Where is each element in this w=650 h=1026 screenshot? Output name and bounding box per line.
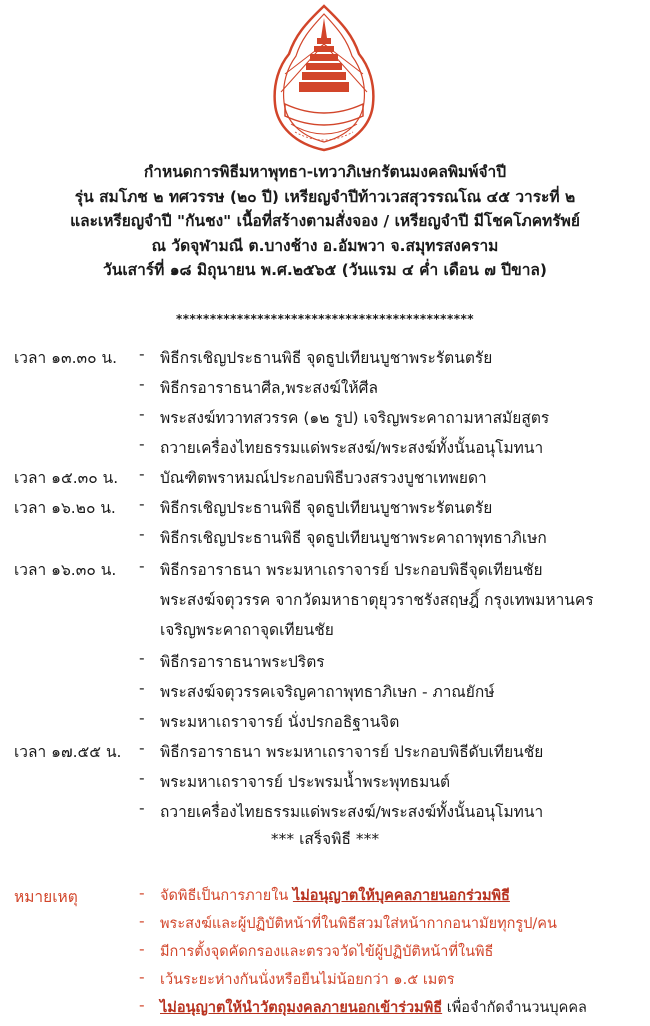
schedule-time: เวลา ๑๕.๓๐ น.: [14, 469, 119, 487]
schedule-row: [0, 435, 650, 465]
bullet-dash: -: [139, 799, 145, 817]
schedule-text: ถวายเครื่องไทยธรรมแด่พระสงฆ์/พระสงฆ์ทั้งนั้นอนุโมทนา: [160, 439, 544, 457]
bullet-dash: -: [139, 940, 145, 958]
schedule-time: เวลา ๑๓.๓๐ น.: [14, 349, 117, 367]
schedule-row: [0, 495, 650, 525]
header-line-5: วันเสาร์ที่ ๑๘ มิถุนายน พ.ศ.๒๕๖๕ (วันแรม ๔ ค่ำ เดือน ๗ ปีขาล): [103, 261, 547, 279]
temple-seal-logo: [265, 4, 383, 154]
bullet-dash: -: [139, 739, 145, 757]
bullet-dash: -: [139, 435, 145, 453]
schedule-text: พิธีกรเชิญประธานพิธี จุดธูปเทียนบูชาพระรัตนตรัย: [160, 499, 493, 517]
schedule-row: [0, 617, 650, 647]
schedule-time: เวลา ๑๗.๕๕ น.: [14, 743, 122, 761]
note-emphasis: ไม่อนุญาตให้บุคคลภายนอกร่วมพิธี: [292, 888, 510, 904]
schedule-text: พิธีกรเชิญประธานพิธี จุดธูปเทียนบูชาพระคาถาพุทธาภิเษก: [160, 529, 547, 547]
bullet-dash: -: [139, 405, 145, 423]
bullet-dash: -: [139, 679, 145, 697]
schedule-row: [0, 587, 650, 617]
bullet-dash: -: [139, 375, 145, 393]
note-emphasis: ไม่อนุญาตให้นำวัตถุมงคลภายนอกเข้าร่วมพิธี: [160, 1000, 443, 1016]
schedule-text: พระสงฆ์จตุวรรคเจริญคาถาพุทธาภิเษก - ภาณยักษ์: [160, 683, 495, 701]
bullet-dash: -: [139, 649, 145, 667]
schedule-row: [0, 465, 650, 495]
bullet-dash: -: [139, 345, 145, 363]
schedule-text: พิธีกรอาราธนา พระมหาเถราจารย์ ประกอบพิธีจุดเทียนชัย: [160, 561, 543, 579]
schedule-row: [0, 375, 650, 405]
note-text: เว้นระยะห่างกันนั่งหรือยืนไม่น้อยกว่า ๑.๕ เมตร: [160, 972, 455, 988]
note-row: [0, 940, 650, 970]
schedule-row: [0, 679, 650, 709]
schedule-text: พิธีกรอาราธนา พระมหาเถราจารย์ ประกอบพิธีดับเทียนชัย: [160, 743, 544, 761]
bullet-dash: -: [139, 996, 145, 1014]
schedule-row: [0, 405, 650, 435]
closing-text: *** เสร็จพิธี ***: [270, 830, 380, 848]
schedule-row: [0, 799, 650, 829]
bullet-dash: -: [139, 912, 145, 930]
note-text: [160, 996, 587, 1019]
schedule-time: เวลา ๑๖.๒๐ น.: [14, 499, 116, 517]
header-line-1: กำหนดการพิธีมหาพุทธา-เทวาภิเษกรัตนมงคลพิมพ์จำปี: [143, 163, 507, 181]
note-text: พระสงฆ์และผู้ปฏิบัติหน้าที่ในพิธีสวมใส่หน้ากากอนามัยทุกรูป/คน: [160, 916, 557, 932]
bullet-dash: -: [139, 525, 145, 543]
note-row: [0, 912, 650, 942]
note-row: [0, 996, 650, 1026]
schedule-time: เวลา ๑๖.๓๐ น.: [14, 561, 117, 579]
schedule-row: [0, 649, 650, 679]
schedule-text: พระสงฆ์จตุวรรค จากวัดมหาธาตุยุวราชรังสฤษฎิ์ กรุงเทพมหานคร: [160, 591, 594, 609]
bullet-dash: -: [139, 884, 145, 902]
header-line-2: รุ่น สมโภช ๒ ทศวรรษ (๒๐ ปี) เหรียญจำปีท้าวเวสสุวรรณโณ ๔๕ วาระที่ ๒: [74, 187, 576, 206]
bullet-dash: -: [139, 465, 145, 483]
schedule-row: [0, 525, 650, 555]
schedule-text: เจริญพระคาถาจุดเทียนชัย: [160, 621, 334, 639]
bullet-dash: -: [139, 968, 145, 986]
document-header: [0, 160, 650, 283]
schedule-text: พระสงฆ์ทวาทสวรรค (๑๒ รูป) เจริญพระคาถามหาสมัยสูตร: [160, 409, 550, 427]
temple-seal-icon: [265, 4, 383, 154]
schedule-row: [0, 557, 650, 587]
schedule-row: [0, 769, 650, 799]
schedule-text: พิธีกรอาราธนาศีล,พระสงฆ์ให้ศีล: [160, 379, 378, 397]
schedule-text: บัณฑิตพราหมณ์ประกอบพิธีบวงสรวงบูชาเทพยดา: [160, 469, 487, 487]
header-line-3: และเหรียญจำปี "กันชง" เนื้อที่สร้างตามสั่งจอง / เหรียญจำปี มีโชคโภคทรัพย์: [70, 212, 580, 230]
bullet-dash: -: [139, 709, 145, 727]
note-row: [0, 884, 650, 914]
header-separator: ********************************************: [175, 312, 475, 326]
schedule-text: พระมหาเถราจารย์ นั่งปรกอธิฐานจิต: [160, 713, 400, 731]
bullet-dash: -: [139, 495, 145, 513]
schedule-text: พิธีกรอาราธนาพระปริตร: [160, 653, 325, 671]
bullet-dash: -: [139, 557, 145, 575]
schedule-text: พระมหาเถราจารย์ ประพรมน้ำพระพุทธมนต์: [160, 773, 451, 791]
schedule-row: [0, 709, 650, 739]
note-text: มีการตั้งจุดคัดกรองและตรวจวัดไข้ผู้ปฏิบัติหน้าที่ในพิธี: [160, 944, 494, 960]
schedule-text: ถวายเครื่องไทยธรรมแด่พระสงฆ์/พระสงฆ์ทั้งนั้นอนุโมทนา: [160, 803, 544, 821]
schedule-text: พิธีกรเชิญประธานพิธี จุดธูปเทียนบูชาพระรัตนตรัย: [160, 349, 493, 367]
note-text-part: เพื่อจำกัดจำนวนบุคคล: [442, 1000, 587, 1016]
schedule-row: [0, 345, 650, 375]
schedule-row: [0, 739, 650, 769]
bullet-dash: -: [139, 769, 145, 787]
notes-label: หมายเหตุ: [14, 888, 78, 906]
note-text-part: จัดพิธีเป็นการภายใน: [160, 888, 293, 904]
header-line-4: ณ วัดจุฬามณี ต.บางช้าง อ.อัมพวา จ.สมุทรสงคราม: [151, 236, 499, 255]
note-text: [160, 884, 510, 907]
note-row: [0, 968, 650, 998]
